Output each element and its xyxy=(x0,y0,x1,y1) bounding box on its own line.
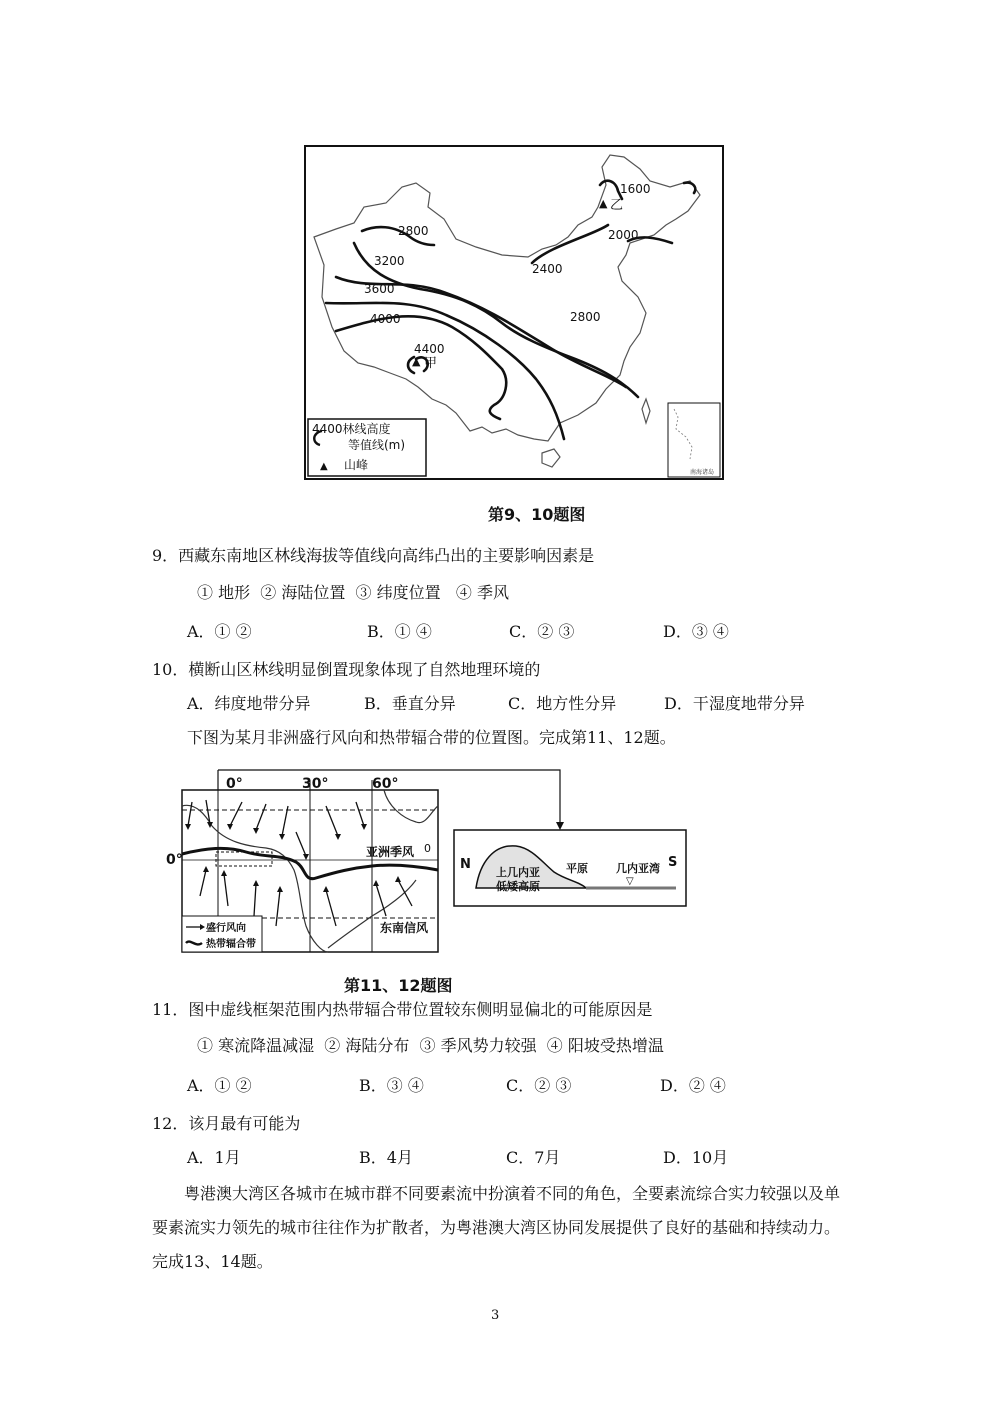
africa-wind-svg xyxy=(166,766,700,958)
label-3600: 3600 xyxy=(364,282,395,296)
q12-option-c[interactable]: C．7月 xyxy=(506,1148,561,1167)
page-number: 3 xyxy=(491,1308,500,1323)
label-2400: 2400 xyxy=(532,262,563,276)
profile-plain: 平原 xyxy=(566,862,588,875)
q11-option-d[interactable]: D．② ④ xyxy=(660,1076,726,1095)
q10-option-b[interactable]: B．垂直分异 xyxy=(364,694,456,713)
africa-wind-figure xyxy=(166,766,700,958)
taiwan-island xyxy=(642,399,650,423)
south-china-sea-inset xyxy=(668,403,720,477)
q12-option-d[interactable]: D．10月 xyxy=(663,1148,729,1167)
intro-11-12: 下图为某月非洲盛行风向和热带辐合带的位置图。完成第11、12题。 xyxy=(187,728,676,747)
q11-stem: 11．图中虚线框架范围内热带辐合带位置较东侧明显偏北的可能原因是 xyxy=(152,1000,653,1019)
label-2800-east: 2800 xyxy=(570,310,601,324)
q9-option-a[interactable]: A．① ② xyxy=(187,622,252,641)
profile-plateau1: 上几内亚 xyxy=(496,866,540,879)
label-small-zero: 0 xyxy=(424,842,431,855)
q11-factors: ① 寒流降温减湿 ② 海陆分布 ③ 季风势力较强 ④ 阳坡受热增温 xyxy=(197,1036,664,1055)
china-treeline-map xyxy=(304,145,724,480)
q10-option-a[interactable]: A．纬度地带分异 xyxy=(187,694,311,713)
label-asian-monsoon: 亚洲季风 xyxy=(366,845,415,859)
figure1-caption: 第9、10题图 xyxy=(488,505,586,524)
inset-label: 南海诸岛 xyxy=(690,469,715,476)
q10-stem: 10．横断山区林线明显倒置现象体现了自然地理环境的 xyxy=(152,660,541,679)
legend-line1: 4400林线高度 xyxy=(312,422,391,436)
legend-line2: 等值线(m) xyxy=(348,438,406,452)
legend-wind-label: 盛行风向 xyxy=(206,923,246,934)
legend-itcz-label: 热带辐合带 xyxy=(206,939,256,950)
china-map-svg xyxy=(306,147,722,478)
label-2000: 2000 xyxy=(608,228,639,242)
passage-13-14: 粤港澳大湾区各城市在城市群不同要素流中扮演着不同的角色，全要素流综合实力较强以及单要素流实力领先的城市往往作为扩散者，为粤港澳大湾区协同发展提供了良好的基础和持续动力。完成13、14题。 xyxy=(152,1184,841,1271)
q11-option-b[interactable]: B．③ ④ xyxy=(359,1076,424,1095)
q9-option-c[interactable]: C．② ③ xyxy=(509,622,575,641)
q11-option-a[interactable]: A．① ② xyxy=(187,1076,252,1095)
label-4000: 4000 xyxy=(370,312,401,326)
label-4400: 4400 xyxy=(414,342,445,356)
legend-peak-label: 山峰 xyxy=(344,458,369,472)
label-se-trade: 东南信风 xyxy=(380,921,429,935)
figure2-caption: 第11、12题图 xyxy=(344,976,453,995)
contour-1600-east xyxy=(684,183,695,193)
q10-option-c[interactable]: C．地方性分异 xyxy=(508,694,617,713)
legend-peak-icon: ▲ xyxy=(320,461,328,472)
q9-option-b[interactable]: B．① ④ xyxy=(367,622,432,641)
q12-stem: 12．该月最有可能为 xyxy=(152,1114,301,1133)
profile-n: N xyxy=(460,857,471,872)
lon-label-0: 0° xyxy=(226,776,243,792)
peak-icon-jia: ▲ xyxy=(412,355,421,368)
label-1600: 1600 xyxy=(620,182,651,196)
profile-s: S xyxy=(668,855,678,870)
contour-2400 xyxy=(532,225,608,263)
q12-option-a[interactable]: A．1月 xyxy=(187,1148,241,1167)
peak-label-jia: 甲 xyxy=(424,356,438,371)
gulf-marker-icon: ▽ xyxy=(626,876,634,887)
lat-label-0: 0° xyxy=(166,852,183,868)
q9-stem: 9．西藏东南地区林线海拔等值线向高纬凸出的主要影响因素是 xyxy=(152,546,595,565)
peak-icon-yi: ▲ xyxy=(599,197,608,210)
hainan-island xyxy=(542,449,560,467)
lon-label-30: 30° xyxy=(302,776,329,792)
china-outline xyxy=(314,155,700,441)
q11-option-c[interactable]: C．② ③ xyxy=(506,1076,572,1095)
label-2800-west: 2800 xyxy=(398,224,429,238)
q9-factors: ① 地形 ② 海陆位置 ③ 纬度位置 ④ 季风 xyxy=(197,583,509,602)
peak-label-yi: 乙 xyxy=(610,198,624,213)
lon-label-60: 60° xyxy=(372,776,399,792)
q10-option-d[interactable]: D．干湿度地带分异 xyxy=(664,694,805,713)
profile-gulf: 几内亚湾 xyxy=(616,862,660,875)
label-3200: 3200 xyxy=(374,254,405,268)
q9-option-d[interactable]: D．③ ④ xyxy=(663,622,729,641)
profile-plateau2: 低矮高原 xyxy=(496,880,540,893)
q12-option-b[interactable]: B．4月 xyxy=(359,1148,413,1167)
